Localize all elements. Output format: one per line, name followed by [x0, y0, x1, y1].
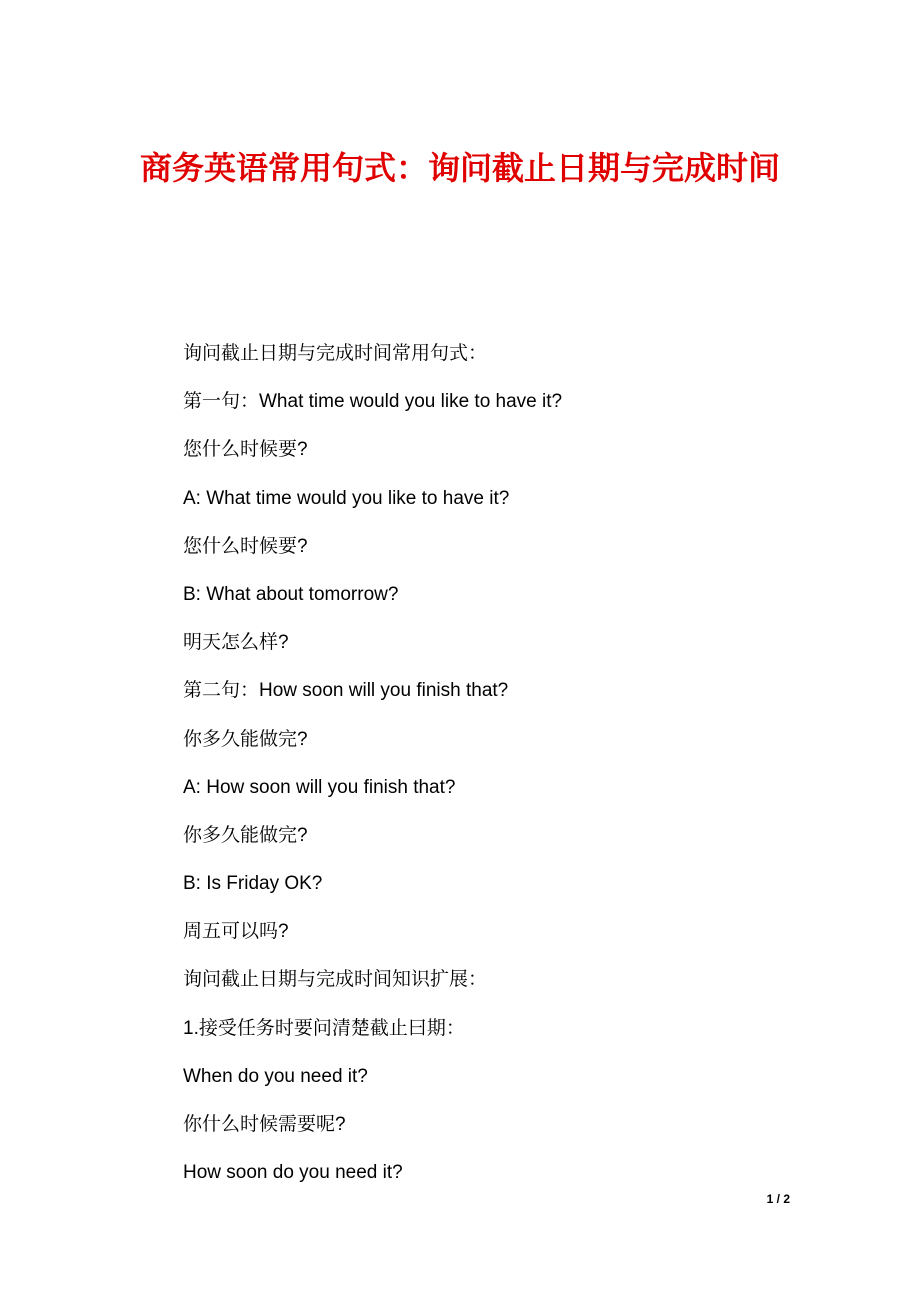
- text-line: 你多久能做完?: [183, 824, 308, 846]
- text-line: 您什么时候要?: [183, 439, 308, 461]
- text-line: 你多久能做完?: [183, 728, 308, 750]
- text-line: 询问截止日期与完成时间知识扩展：: [183, 969, 488, 991]
- text-line: 第二句：How soon will you finish that?: [183, 680, 509, 702]
- text-line: 周五可以吗?: [183, 921, 289, 943]
- text-line: B: What about tomorrow?: [183, 583, 399, 605]
- page-number: 1 / 2: [766, 1192, 790, 1206]
- text-line: 第一句：What time would you like to have it?: [183, 391, 563, 413]
- text-line: How soon do you need it?: [183, 1162, 403, 1184]
- document-title: 商务英语常用句式：询问截止日期与完成时间: [139, 149, 780, 187]
- text-line: A: What time would you like to have it?: [183, 487, 510, 509]
- text-line: When do you need it?: [183, 1065, 368, 1087]
- text-line: 询问截止日期与完成时间常用句式：: [183, 343, 488, 364]
- document-body: [183, 330, 803, 1197]
- text-line: 你什么时候需要呢?: [183, 1114, 346, 1135]
- text-line: A: How soon will you finish that?: [183, 776, 456, 798]
- text-line: 明天怎么样?: [183, 632, 289, 654]
- text-line: 1.接受任务时要问清楚截止曰期：: [183, 1017, 465, 1039]
- text-line: 您什么时候要?: [183, 535, 308, 557]
- text-line: B: Is Friday OK?: [183, 873, 323, 895]
